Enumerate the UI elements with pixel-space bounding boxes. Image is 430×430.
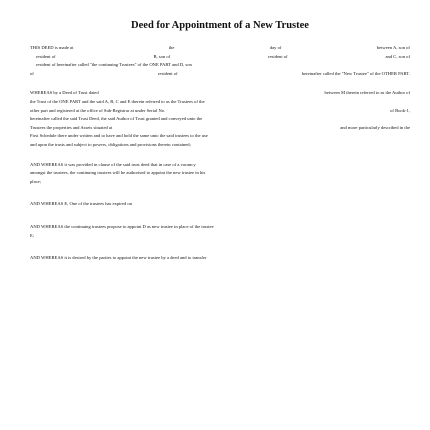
line-segment: of Book-1, (390, 107, 410, 113)
paragraph (30, 89, 410, 149)
text-line (30, 200, 410, 209)
line-segment: E; (30, 232, 35, 238)
line-segment: resident of (36, 53, 56, 59)
text-line (30, 169, 410, 178)
line-segment: amongst the trustees, the continuing trustees will be authorised to appoint the new trustee in his (30, 170, 206, 176)
text-line (30, 70, 410, 79)
line-segment: resident of hereinafter called "the continuing Trustees" of the ONE PART and D, son (36, 62, 192, 68)
text-line (30, 44, 410, 53)
paragraph (30, 161, 410, 187)
paragraph (30, 223, 410, 240)
line-segment: other part and registered at the office of Sub-Registrar at under Serial No. (30, 107, 166, 113)
line-segment: and C, son of (385, 53, 410, 59)
line-segment: B, son of (153, 53, 171, 59)
line-segment: First Schedule there under written and to have and hold the same unto the said trustees to the use (30, 133, 208, 139)
line-segment: Trustees the properties and Assets situated at (30, 124, 113, 130)
line-segment: and upon the trusts and subject to powers, obligations and provisions therein contained; (30, 141, 191, 147)
line-segment: resident of (268, 53, 288, 59)
text-line (30, 53, 410, 62)
text-line (30, 232, 410, 241)
text-line (30, 178, 410, 187)
text-line (30, 115, 410, 124)
line-segment: AND WHEREAS E, One of the trustees has expired on (30, 201, 132, 207)
document-title: Deed for Appointment of a New Trustee (131, 20, 309, 31)
paragraph (30, 44, 410, 78)
line-segment: between A, son of (376, 45, 410, 50)
line-segment: of (30, 70, 34, 76)
line-segment: the Trust of the ONE PART and the said A, B, C and E therein referred to as the Trustees of the (30, 98, 205, 104)
text-line (30, 254, 410, 263)
text-line (30, 107, 410, 116)
text-line (30, 161, 410, 170)
line-segment: place; (30, 178, 41, 184)
line-segment: hereinafter called the said Trust Deed, the said Author of Trust granted and conveyed unto the (30, 116, 203, 122)
line-segment: the (168, 45, 175, 50)
line-segment: AND WHEREAS it is desired by the parties to appoint the new trustee by a deed and to transfer (30, 255, 207, 261)
text-line (30, 98, 410, 107)
text-line (30, 61, 410, 70)
line-segment: THIS DEED is made at (30, 45, 74, 50)
paragraph (30, 254, 410, 263)
line-segment: between M therein referred to as the Author of (324, 90, 410, 96)
document-body (30, 44, 410, 263)
line-segment: AND WHEREAS it was provided in clause of the said trust deed that in case of a vacancy (30, 161, 196, 167)
text-line (30, 89, 410, 98)
text-line (30, 124, 410, 133)
line-segment: and more particularly described in the (340, 124, 410, 130)
line-segment: resident of (158, 70, 178, 76)
line-segment: day of (269, 45, 282, 50)
line-segment: WHEREAS by a Deed of Trust dated (30, 90, 99, 96)
line-segment: AND WHEREAS the continuing trustees propose to appoint D as new trustee in place of the trustee (30, 223, 214, 229)
text-line (30, 141, 410, 150)
line-segment: hereinafter called the "New Trustee" of the OTHER PART. (301, 70, 410, 76)
text-line (30, 223, 410, 232)
text-line (30, 132, 410, 141)
paragraph (30, 200, 410, 209)
